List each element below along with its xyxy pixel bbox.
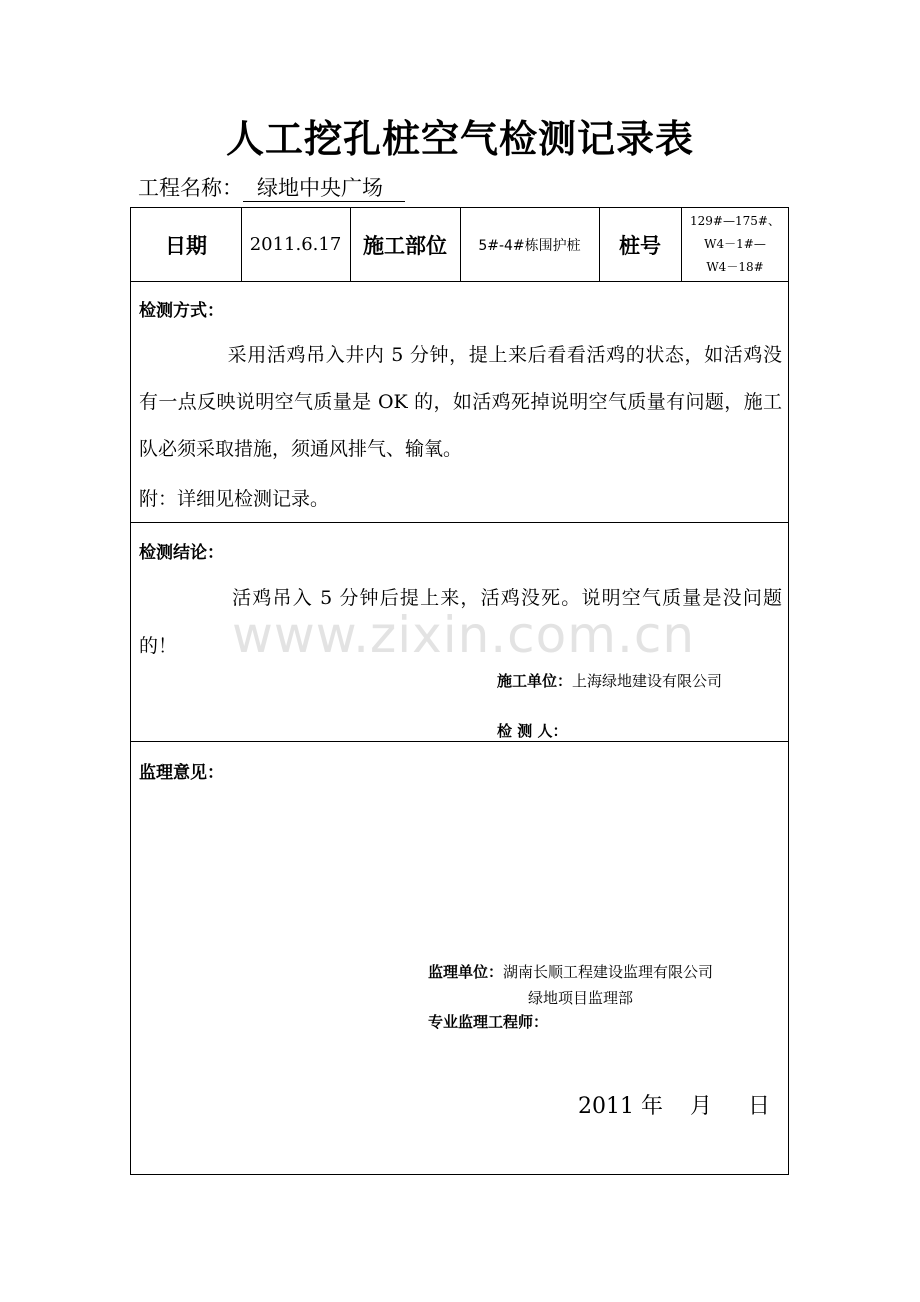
engineer-line xyxy=(428,1011,548,1032)
supervision-label: 监理意见： xyxy=(139,763,224,783)
contractor-line xyxy=(497,670,722,691)
record-table xyxy=(130,207,789,1175)
date-value: 2011.6.17 xyxy=(249,234,342,255)
row-divider xyxy=(131,741,788,742)
method-note: 附：详细见检测记录。 xyxy=(139,488,330,510)
pile-value-line: W4－18# xyxy=(706,260,764,274)
project-name-value: 绿地中央广场 xyxy=(243,175,405,202)
contractor-value: 上海绿地建设有限公司 xyxy=(572,672,723,690)
row-divider xyxy=(131,522,788,523)
supervision-unit-label: 监理单位： xyxy=(428,963,504,981)
method-text: 采用活鸡吊入井内 5 分钟，提上来后看看活鸡的状态，如活鸡没有一点反映说明空气质量是 OK 的，如活鸡死掉说明空气质量有问题，施工队必须采取措施，须通风排气、输氧。 xyxy=(139,344,782,460)
conclusion-text: 活鸡吊入 5 分钟后提上来，活鸡没死。说明空气质量是没问题的！ xyxy=(139,587,782,657)
project-name-row xyxy=(138,172,405,202)
pile-value-line: 129#—175#、 xyxy=(690,214,780,228)
method-text-block xyxy=(139,332,782,473)
location-label: 施工部位 xyxy=(363,233,447,258)
row-divider xyxy=(131,281,788,282)
method-label: 检测方式： xyxy=(139,301,224,321)
engineer-label: 专业监理工程师： xyxy=(428,1013,549,1031)
date-day: 日 xyxy=(748,1094,771,1119)
project-name-label: 工程名称： xyxy=(138,176,243,200)
date-year: 2011 年 xyxy=(578,1094,663,1119)
conclusion-text-block xyxy=(139,574,782,670)
supervision-unit-value: 湖南长顺工程建设监理有限公司 xyxy=(503,963,714,981)
pile-value xyxy=(681,208,789,281)
pile-value-line: W4－1#— xyxy=(704,237,766,251)
location-value: 5#-4#栋围护桩 xyxy=(478,237,581,254)
inspector-line xyxy=(497,720,567,741)
supervision-unit-value-2: 绿地项目监理部 xyxy=(528,989,634,1007)
supervision-unit-line xyxy=(428,961,713,982)
pile-label: 桩号 xyxy=(619,233,661,258)
contractor-label: 施工单位： xyxy=(497,672,573,690)
date-label: 日期 xyxy=(165,233,207,258)
inspector-label: 检 测 人： xyxy=(497,722,568,740)
watermark-text: www.zixin.com.cn xyxy=(232,606,696,664)
conclusion-label: 检测结论： xyxy=(139,543,224,563)
document-title: 人工挖孔桩空气检测记录表 xyxy=(225,116,694,161)
date-month: 月 xyxy=(690,1094,713,1119)
